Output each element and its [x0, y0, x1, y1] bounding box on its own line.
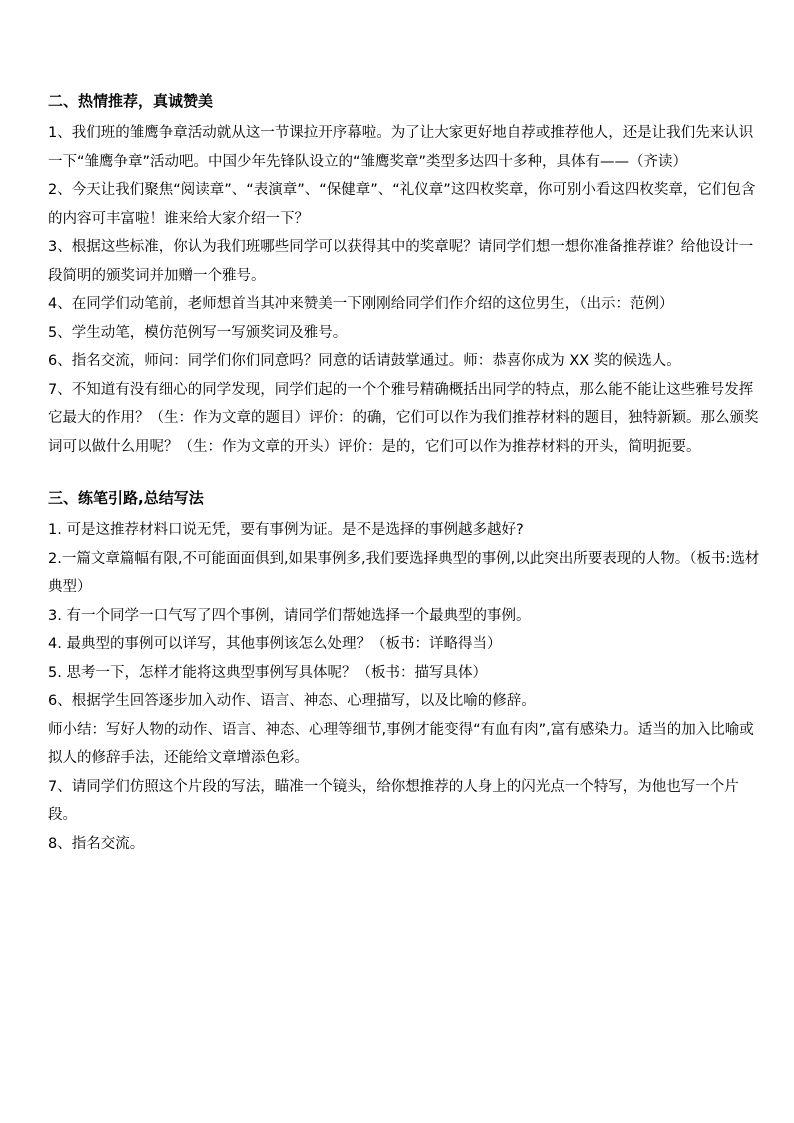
section-3-item-6: 6、根据学生回答逐步加入动作、语言、神态、心理描写，以及比喻的修辞。 — [48, 693, 536, 709]
section-2-item-1: 1、我们班的雏鹰争章活动就从这一节课拉开序幕啦。为了让大家更好地自荐或推荐他人，还是让我们先来认识一下“雏鹰争章”活动吧。中国少年先锋队设立的“雏鹰奖章”类型多达四十多种，具体有——（齐读） — [48, 125, 754, 170]
document-page — [48, 90, 760, 858]
section-2-heading: 二、热情推荐，真诚赞美 — [48, 92, 214, 110]
section-2-item-6: 6、指名交流，师问：同学们你们同意吗？同意的话请鼓掌通过。师：恭喜你成为 XX 奖的候选人。 — [48, 353, 681, 369]
section-3-item-8: 8、指名交流。 — [48, 835, 145, 852]
section-3-item-2: 2.一篇文章篇幅有限,不可能面面俱到,如果事例多,我们要选择典型的事例,以此突出所要表现的人物。（板书:选材典型） — [48, 550, 760, 595]
section-divider — [48, 461, 760, 487]
section-2-item-4: 4、在同学们动笔前，老师想首当其冲来赞美一下刚刚给同学们作介绍的这位男生，（出示：范例） — [48, 296, 674, 312]
section-3-heading: 三、练笔引路,总结写法 — [48, 489, 204, 507]
section-3-item-5: 5. 思考一下，怎样才能将这典型事例写具体呢？（板书：描写具体） — [48, 664, 487, 681]
section-2-item-5: 5、学生动笔，模仿范例写一写颁奖词及雅号。 — [48, 324, 348, 341]
section-2-item-3: 3、根据这些标准，你认为我们班哪些同学可以获得其中的奖章呢？请同学们想一想你准备推荐谁？给他设计一段简明的颁奖词并加赠一个雅号。 — [48, 239, 754, 284]
section-2-item-2: 2、今天让我们聚焦“阅读章”、“表演章”、“保健章”、“礼仪章”这四枚奖章，你可别小看这四枚奖章，它们包含的内容可丰富啦！谁来给大家介绍一下？ — [48, 182, 756, 227]
section-3-item-7: 7、请同学们仿照这个片段的写法，瞄准一个镜头，给你想推荐的人身上的闪光点一个特写，为他也写一个片段。 — [48, 778, 739, 823]
section-3-item-3: 3. 有一个同学一口气写了四个事例，请同学们帮她选择一个最典型的事例。 — [48, 607, 531, 624]
section-3-item-1: 1. 可是这推荐材料口说无凭，要有事例为证。是不是选择的事例越多越好? — [48, 522, 524, 538]
section-3-item-4: 4. 最典型的事例可以详写，其他事例该怎么处理？（板书：详略得当） — [48, 636, 502, 652]
section-2-item-7: 7、不知道有没有细心的同学发现，同学们起的一个个雅号精确概括出同学的特点，那么能不能让这些雅号发挥它最大的作用？（生：作为文章的题目）评价：的确，它们可以作为我们推荐材料的题目，独特新颖。那么颁奖词可以做什么用呢？（生：作为文章的开头）评价：是的，它们可以作为推荐材料的开头，简明扼要。 — [48, 381, 759, 455]
section-3-summary: 师小结：写好人物的动作、语言、神态、心理等细节,事例才能变得“有血有肉”,富有感染力。适当的加入比喻或拟人的修辞手法，还能给文章增添色彩。 — [48, 721, 754, 766]
